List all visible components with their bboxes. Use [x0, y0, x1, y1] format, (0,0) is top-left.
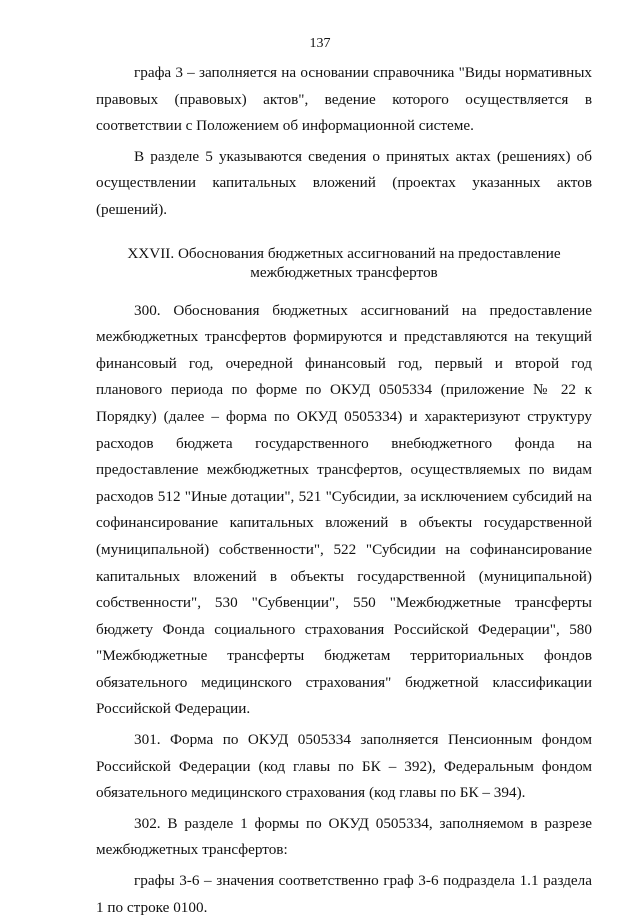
paragraph-grafy-3-6: графы 3-6 – значения соответственно граф 3-6 подраздела 1.1 раздела 1 по строке 0100. — [96, 872, 592, 916]
paragraph-300: 300. Обоснования бюджетных ассигнований на предоставление межбюджетных трансфертов формируются и представляются на текущий финансовый год, очередной финансовый год, первый и второй год планового периода по форме по ОКУД 0505334 (приложение № 22 к Порядку) (далее – форма по ОКУД 0505334) и характеризуют структуру расходов бюджета государственного внебюджетного фонда на предоставление межбюджетных трансфертов, осуществляемых по видам расходов 512 "Иные дотации", 521 "Субсидии, за исключением субсидий на софинансирование капитальных вложений в объекты государственной (муниципальной) собственности", 522 "Субсидии на софинансирование капитальных вложений в объекты государственной (муниципальной) собственности", 530 "Субвенции", 550 "Межбюджетные трансферты бюджету Фонда социального страхования Российской Федерации", 580 "Межбюджетные трансферты бюджетам территориальных фондов обязательного медицинского страхования" бюджетной классификации Российской Федерации. — [96, 301, 592, 718]
section-heading — [96, 244, 592, 282]
paragraph-302: 302. В разделе 1 формы по ОКУД 0505334, заполняемом в разрезе межбюджетных трансфертов: — [96, 814, 592, 859]
document-body — [96, 60, 592, 921]
page-number: 137 — [309, 36, 331, 51]
section-heading-line-1: XXVII. Обоснования бюджетных ассигнований на предоставление — [127, 244, 561, 262]
paragraph-301: 301. Форма по ОКУД 0505334 заполняется Пенсионным фондом Российской Федерации (код главы по БК – 392), Федеральным фондом обязательного медицинского страхования (код главы по БК – 394). — [96, 731, 592, 802]
paragraph-grafa-3: графа 3 – заполняется на основании справочника "Виды нормативных правовых (правовых) актов", ведение которого осуществляется в соответствии с Положением об информационной системе. — [96, 64, 592, 135]
paragraph-section-5: В разделе 5 указываются сведения о принятых актах (решениях) об осуществлении капитальных вложений (проектах указанных актов (решений). — [96, 147, 592, 218]
section-heading-line-2: межбюджетных трансфертов — [250, 263, 438, 281]
